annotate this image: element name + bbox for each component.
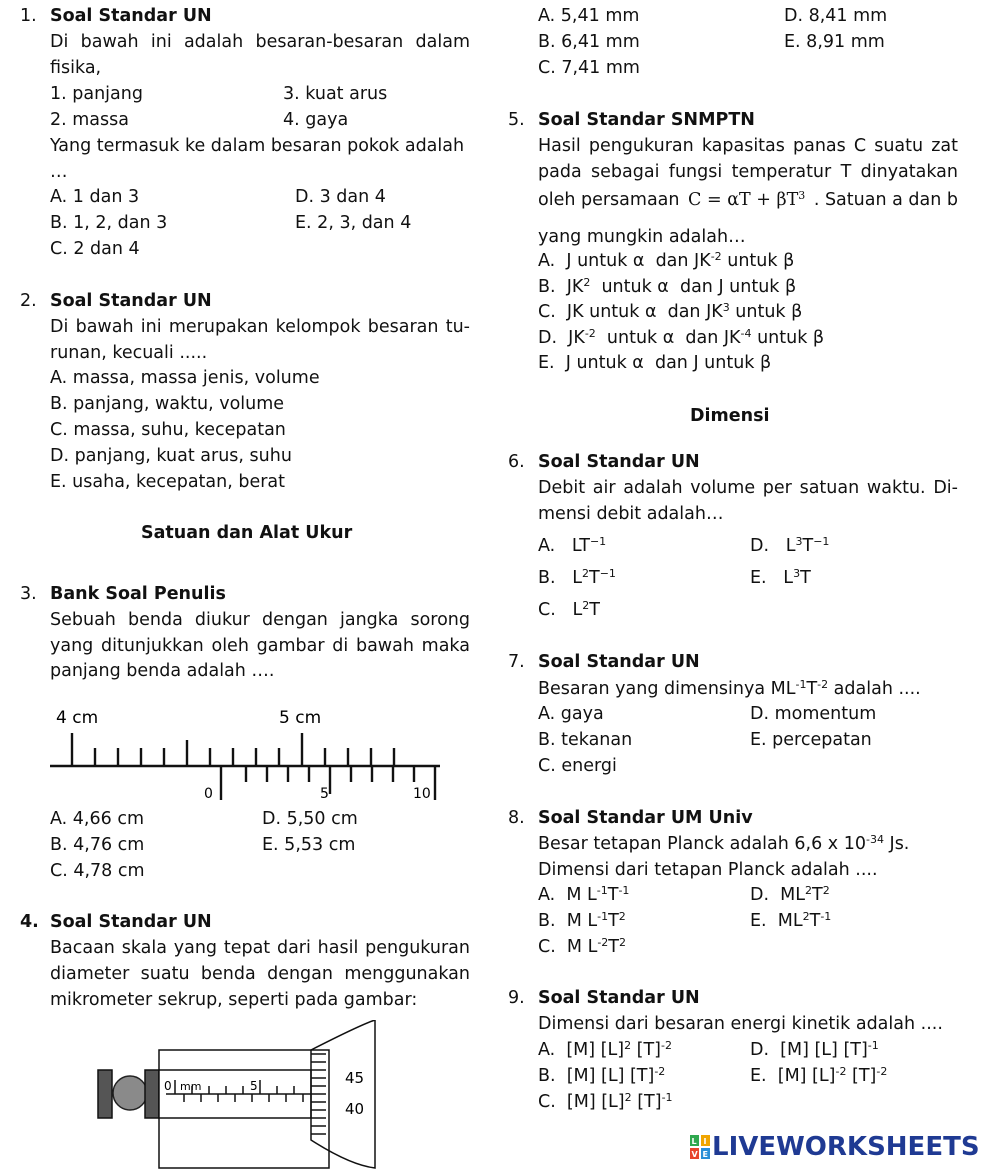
q1-item-3: 3. kuat arus [283,84,388,104]
q8-line1-exp: -34 [866,833,884,846]
q8-text-line2: Dimensi dari tetapan Planck adalah .... [538,860,878,880]
q7-text-line1: Besaran yang dimensinya $ML^{-1}T^{-2}$ adalah .... [538,678,921,699]
q6-title: Soal Standar UN [538,452,700,472]
q4-number: 4. [20,912,39,932]
q1-option-a[interactable]: A. 1 dan 3 [50,187,140,207]
q1-option-e[interactable]: E. 2, 3, dan 4 [295,213,412,233]
q7-option-a[interactable]: A. gaya [538,704,604,724]
q8-text-line1 [538,833,909,855]
q5-equation-exp: 3 [798,189,806,202]
q2-text-line1: Di bawah ini merupakan kelompok besaran tu- [50,317,470,337]
q4-option-e[interactable]: E. 8,91 mm [784,32,885,52]
q5-line3-post: . Satuan a dan b [813,190,958,210]
q3-option-a[interactable]: A. 4,66 cm [50,809,144,829]
q5-line3-pre: oleh persamaan [538,190,680,210]
q8-option-e[interactable]: E. $ML^2T^{-1}$ [750,910,832,931]
q1-question: Yang termasuk ke dalam besaran pokok adalah [50,136,465,156]
q5-equation [688,189,805,211]
sleeve-label-mm: mm [180,1080,202,1093]
main-scale [50,733,440,766]
q3-option-d[interactable]: D. 5,50 cm [262,809,358,829]
vernier-label-0: 0 [204,786,213,802]
q6-option-d[interactable]: D. $L^3T^{-1}$ [750,535,830,556]
q3-text-line3: panjang benda adalah …. [50,661,275,681]
q2-option-a[interactable]: A. massa, massa jenis, volume [50,368,320,388]
q5-text-line2: pada sebagai fungsi temperatur T dinyatakan [538,162,958,182]
q4-text-line1: Bacaan skala yang tepat dari hasil pengukuran [50,938,470,958]
q2-option-d[interactable]: D. panjang, kuat arus, suhu [50,446,292,466]
q1-item-1: 1. panjang [50,84,143,104]
section-heading-satuan: Satuan dan Alat Ukur [141,523,353,543]
q6-option-a[interactable]: A. $LT^{-1}$ [538,535,607,556]
q4-option-a[interactable]: A. 5,41 mm [538,6,640,26]
q8-option-c[interactable]: C. M $L^{-2}T^2$ [538,936,626,957]
q1-text-line1: Di bawah ini adalah besaran-besaran dalam [50,32,470,52]
q5-option-b[interactable]: B. $JK^2$ untuk α dan J untuk β [538,276,797,297]
logo-icon-letter-e: E [702,1150,708,1159]
q5-option-d[interactable]: D. $JK^{-2}$ untuk α dan $JK^{-4}$ untuk β [538,327,825,348]
q3-number: 3. [20,584,37,604]
q2-title: Soal Standar UN [50,291,212,311]
q1-text-line2: fisika, [50,58,102,78]
q9-number: 9. [508,988,525,1008]
sleeve-label-0: 0 [164,1079,172,1093]
logo-icon-letter-i: I [703,1137,707,1146]
q9-option-c[interactable]: C. [M] $[L]^2$ $[T]^{-1}$ [538,1091,673,1112]
q3-option-e[interactable]: E. 5,53 cm [262,835,356,855]
q8-option-a[interactable]: A. M $L^{-1}T^{-1}$ [538,884,630,905]
q7-option-d[interactable]: D. momentum [750,704,877,724]
q6-option-b[interactable]: B. $L^2T^{-1}$ [538,567,616,588]
vernier-label-5: 5 [320,786,329,802]
q5-text-line1: Hasil pengukuran kapasitas panas C suatu zat [538,136,958,156]
q4-option-c[interactable]: C. 7,41 mm [538,58,640,78]
q7-option-c[interactable]: C. energi [538,756,617,776]
section-heading-dimensi: Dimensi [690,406,770,426]
q2-option-c[interactable]: C. massa, suhu, kecepatan [50,420,286,440]
q8-option-b[interactable]: B. M $L^{-1}T^2$ [538,910,626,931]
q7-option-e[interactable]: E. percepatan [750,730,872,750]
liveworksheets-logo-text: LIVEWORKSHEETS [712,1132,980,1162]
q9-option-d[interactable]: D. [M] [L] $[T]^{-1}$ [750,1039,879,1060]
q4-text-line2: diameter suatu benda dengan menggunakan [50,964,470,984]
q8-option-d[interactable]: D. $ML^2T^2$ [750,884,830,905]
q3-title: Bank Soal Penulis [50,584,226,604]
q6-number: 6. [508,452,525,472]
micrometer-figure [90,1020,390,1170]
q1-option-d[interactable]: D. 3 dan 4 [295,187,386,207]
q5-option-e[interactable]: E. J untuk α dan J untuk β [538,353,772,373]
vernier-caliper-figure [40,700,460,805]
q7-option-b[interactable]: B. tekanan [538,730,633,750]
micrometer-anvil [98,1070,112,1118]
thimble-label-40: 40 [345,1100,365,1118]
q2-option-e[interactable]: E. usaha, kecepatan, berat [50,472,286,492]
q8-line1-post: Js. [883,834,910,854]
q7-number: 7. [508,652,525,672]
q9-title: Soal Standar UN [538,988,700,1008]
main-scale-label-4cm: 4 cm [56,708,99,728]
q5-text-line4: yang mungkin adalah… [538,227,746,247]
q2-option-b[interactable]: B. panjang, waktu, volume [50,394,285,414]
liveworksheets-logo-icon [690,1135,710,1159]
q4-title: Soal Standar UN [50,912,212,932]
logo-icon-letter-l: L [691,1137,697,1146]
thimble-scale [311,1054,326,1134]
q9-option-a[interactable]: A. [M] $[L]^2$ $[T]^{-2}$ [538,1039,672,1060]
q8-number: 8. [508,808,525,828]
q3-option-b[interactable]: B. 4,76 cm [50,835,145,855]
q1-item-4: 4. gaya [283,110,349,130]
vernier-label-10: 10 [413,786,431,802]
q3-text-line2: yang ditunjukkan oleh gambar di bawah maka [50,636,470,656]
q1-number: 1. [20,6,37,26]
q1-item-2: 2. massa [50,110,129,130]
q3-text-line1: Sebuah benda diukur dengan jangka sorong [50,610,470,630]
q9-option-e[interactable]: E. [M] $[L]^{-2}$ $[T]^{-2}$ [750,1065,888,1086]
q9-text-line1: Dimensi dari besaran energi kinetik adalah .... [538,1014,943,1034]
q1-option-b[interactable]: B. 1, 2, dan 3 [50,213,168,233]
q1-title: Soal Standar UN [50,6,212,26]
main-scale-label-5cm: 5 cm [279,708,322,728]
q2-number: 2. [20,291,37,311]
q5-option-a[interactable]: A. J untuk α dan $JK^{-2}$ untuk β [538,250,795,271]
q5-title: Soal Standar SNMPTN [538,110,755,130]
thimble-label-45: 45 [345,1069,365,1087]
q5-equation-body: C = αT + βT [688,190,799,210]
q4-text-line3: mikrometer sekrup, seperti pada gambar: [50,990,418,1010]
q8-line1-pre: Besar tetapan Planck adalah 6,6 x 10 [538,834,866,854]
liveworksheets-logo [690,1132,980,1162]
q6-option-e[interactable]: E. $L^3T$ [750,567,811,588]
logo-icon-letter-v: V [691,1150,698,1159]
measured-object [113,1076,147,1110]
q8-title: Soal Standar UM Univ [538,808,753,828]
q4-option-d[interactable]: D. 8,41 mm [784,6,888,26]
q5-text-line3 [538,189,958,211]
q9-option-b[interactable]: B. [M] [L] $[T]^{-2}$ [538,1065,666,1086]
q1-option-c[interactable]: C. 2 dan 4 [50,239,140,259]
q7-title: Soal Standar UN [538,652,700,672]
micrometer-spindle [145,1070,159,1118]
q3-option-c[interactable]: C. 4,78 cm [50,861,145,881]
q6-option-c[interactable]: C. $L^2T$ [538,599,600,620]
q6-text-line1: Debit air adalah volume per satuan waktu. Di- [538,478,958,498]
q5-option-c[interactable]: C. JK untuk α dan $JK^3$ untuk β [538,301,803,322]
q6-text-line2: mensi debit adalah… [538,504,724,524]
sleeve-label-5: 5 [250,1079,258,1093]
q2-text-line2: runan, kecuali ..... [50,343,208,363]
q5-number: 5. [508,110,525,130]
q1-ellipsis: … [50,162,68,182]
q4-option-b[interactable]: B. 6,41 mm [538,32,640,52]
